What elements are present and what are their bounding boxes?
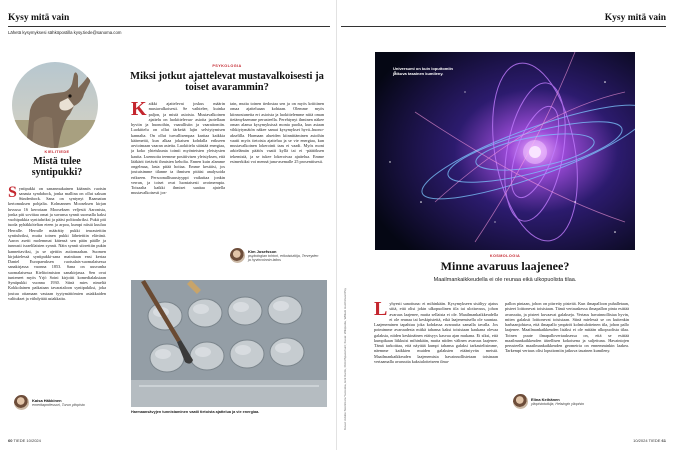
- donkey-body: [8, 186, 106, 398]
- image-credits: Kuvat: Adobe Stock/Liza Yarovska, Erik Karits, Flickr/Spacehunt; Kuvat: Wikipedia, William Hutchinson/Psy: [343, 288, 347, 430]
- header-rule: [341, 26, 666, 27]
- contact-line: Lähetä kysymyksesi sähköpostilla kysy.tiede@sanoma.com: [8, 30, 122, 35]
- psychology-dropcap: K: [131, 101, 147, 120]
- author-avatar: [230, 248, 245, 263]
- author-name: Kim Josefsson: [248, 249, 277, 254]
- cosmology-author: [513, 394, 601, 409]
- section-title: Kysy mitä vain: [8, 13, 70, 23]
- donkey-article: [8, 150, 106, 398]
- cosmology-col1-text: yhyesti sanottuna: ei mihinkään. Kysymykseen sisältyy ajatus siitä, että olisi jokin ulkopuolinen tila tai ulottuvuus, johon avaruus laajenee, mutta sellaista ei ole. Maailmankaikkeudella ei ole reunaa tai keskipistettä, eikä laajenemisella ole suuntaa. Laajeneminen tapahtuu joka kohdassa avaruutta samalla tavalla. Jos poimimme avaruudesta mitkä tahansa kaksi toisistaan kaukana olevaa galaksia, niiden keskinäinen etäisyys kasvaa ajan mukana. Ei siksi, että kumpikaan liikkuisi mihinkään, mutta niiden välinen avaruus laajenee. Tämä tarkoittaa, että näyttää kumpi tahansa galaksi tarkastelisimme, näemme kaikkien muiden galaksien etääntyvän meistä. Maailmankaikkeuden laajenemista havainnollistetaan toisinaan vertaamalla avaruutta kaksiulotteiseen ilma-: [374, 301, 498, 364]
- cosmology-headline: Minne avaruus laajenee?: [440, 259, 570, 273]
- donkey-body-text: yntipukki on sananmukainen käännös ruotsin sanasta syndabock, jonka mallina on ollut saksan Sündenbock. Sana on syntynyt Raamatun kertomuksen pohjalta. Kolmannen Mooseksen kirjan luvussa 16 kerrotaan Mooseksen veljestä Aaronista, jonka piti sovittaa omat ja suvunsa synnit suomalla kaksi vuohipukkia syntiuhriksi ja pääsi polttouhriksi. Pukit piti tuoda pyhäkköteltan eteen ja arpoa, kumpi niistä kuuluu Herralle. Herralle määrätty pukki teurastettiin syntiuhriksi, mutta toinen pukki lähetettiin elävänä. Aaron asetti molemmat kätensä sen pään päälle ja tunnusti israelilaisten synnit. Näin synnit siirrettiin pukin kannettaviksi, ja se ajettiin autiomaahan. Suomen kirjakielessä syntipukki-sana mainitaan ensi kertaa Daniel Europaeuksen ruotsalais-suomalaisessa sanakirjassa vuonna 1853. Sana on uusvanha suomalaisessa Kielitoimiston sanakirjassa. Sen ovat tunteneet myös Yrjö Soini kirjoitti komedialaksiaan Syntipukki vuonna 1930. Siinä mies nimeltä Kokkolainen paikataan tavarataloon syntipukiksi, joka joutuu ottamaan vastaan tyytymättömien asiakkaiden valitukset ja viihdyttää asiakkaita.: [8, 185, 106, 301]
- author-avatar: [513, 394, 528, 409]
- donkey-photo: [12, 62, 98, 148]
- author-role: psykologian tohtori, erikoistutkija, Terveyden ja hyvinvoinnin laitos: [248, 254, 319, 262]
- folio: [8, 438, 41, 443]
- paint-palette-photo: [131, 280, 327, 407]
- donkey-dropcap: S: [8, 185, 17, 201]
- galaxy-image: [375, 52, 635, 250]
- psychology-kicker: PSYKOLOGIA: [212, 64, 242, 68]
- author-name: Kaisa Häkkinen: [32, 398, 62, 403]
- psychology-headline: Miksi jotkut ajattelevat mustavalkoisesti ja toiset avarammin?: [130, 71, 324, 94]
- cosmology-article: [397, 254, 613, 283]
- galaxy-caption: Universumi on kuin loputtomiin jatkuva tasainen kumileny.: [393, 66, 453, 76]
- magazine-name: TIEDE: [13, 438, 26, 443]
- photo-caption: Harmaansävyjen tunnistaminen vaatii tietoista ajattelua ja vie energiaa.: [131, 410, 260, 414]
- folio: [633, 438, 666, 443]
- section-title: Kysy mitä vain: [604, 13, 666, 23]
- cosmology-standfirst: Maailmankaikkeudella ei ole reunaa eikä ulkopuolista tilaa.: [433, 276, 577, 283]
- psychology-col1-text: aikki ajattelevat joskus määrin mustavalkoisesti. Se vaihtelee, kuinka paljon, ja mistä asioista. Mustavalkoinen ajattelu on luokittelevaa- asioita jaotellaan hyviin ja huonoihin, vaarallisiin ja vaarattomiin. Luokittelu on ollut tärkeää lajin selviytymisen kannalta. On ollut turvallisempaa karttaa kaikkia käärmeitä, kun alkaa jokaisen kohdalla erikseen arvioimaan vaaran astetta. Luokittelu säästää energiaa, ja koko yhteiskunta toimii myönteisten yleistysten kautta. Luennoita teemme positiivisen yleistyksen, että lääkärit tietävät ihmisten keholta. Ennen kuin alamme ongelmaa, lasta pitää hoitaa. Emme kestäisi, jos joutuisimme tilanne ta ihmisen pitäisi analysoida erikseen. Persoonallisuustyyppi vaikuttaa jonkin verran, ja toiset ovat luontaisesti avoimempia. Toisaalta kaikki ihmiset saattaa ajatella mustavalkoisesti jos-: [131, 101, 225, 196]
- author-role: yliopistotutkija, Helsingin yliopisto: [531, 402, 585, 406]
- author-name: Elina Keihänen: [531, 397, 560, 402]
- psychology-article: [122, 64, 332, 94]
- donkey-headline: Mistä tulee syntipukki?: [31, 156, 83, 178]
- cosmology-col1: [374, 301, 498, 431]
- issue: 10/2024: [633, 438, 648, 443]
- psychology-author: [230, 248, 320, 263]
- issue: 10/2024: [26, 438, 41, 443]
- cosmology-col2: pallon pintaan, johon on piirretty pisteitä. Kun ilmapalloon puhalletaan, pisteet loittonevat toisistaan. Tämä vertauskessa ilmapallon pinta esittää avaruutta, ja pisteet kuvaavat galakseja. Vertaus havainnollistaa hyvin, miten galaksit loittonevat toisistaan. Siinä mielessä se on kuitenkin harhaanjohtava, että ilmapallo ympäröi kolmiulotteinen tila, johon pallo laajenee. Maailmankaikkeuden lisäksi ei ole mitään ulkopuolista tilaa. Toinen puute ilmapallovertauksessa on, että se esittää maailmankaikkeuden äärellisen kokoisena ja suljettuna. Havaintojen perusteella maailmankaikkeuden geometria on ennemminkin laakea. Tarkempi vertaus olisi loputtomiin jatkuva tasainen kumileny.: [505, 301, 629, 354]
- cosmology-dropcap: L: [374, 301, 388, 320]
- page-number: 60: [8, 438, 13, 443]
- cosmology-kicker: KOSMOLOGIA: [489, 254, 521, 258]
- page-number: 61: [661, 438, 666, 443]
- magazine-name: TIEDE: [648, 438, 661, 443]
- author-avatar: [14, 395, 29, 410]
- donkey-author: [14, 395, 85, 410]
- donkey-kicker: KIELITIEDE: [44, 150, 70, 154]
- right-page: [337, 0, 674, 450]
- author-role: emeritaprofessori, Turun yliopisto: [32, 403, 85, 407]
- header-rule: [8, 26, 330, 27]
- psychology-col2: tain, mutta toinen tiedostaa sen ja on myös kriittinen omaa ajatteluaan kohtaan. Olemme myös kiinnostuneita eri asioista ja luokittelemme niitä oman tietämyksemme perusteella. Perehtynyt ihminen näkee oman alansa kysymyksissä monia puolia, kun asiaan vihkiytymätön näkee samat kysymykset hyvä–huono-akselilla. Harmaan alueiden kiinnittäminen asioihin vaatii myös tietoista ajattelua ja se vie energiaa, kun mustavalkoinen lokerointi taas ei vaadi. Myös moni arkielämän päätös vaatii kyllä tai ei -päätöksen tekemistä, ja se tukee lokeroivaa ajattelua. Emme esimerkiksi voi mennä juna-asemalle 25 prosenttisesti.: [230, 101, 324, 164]
- psychology-col1: [131, 101, 225, 273]
